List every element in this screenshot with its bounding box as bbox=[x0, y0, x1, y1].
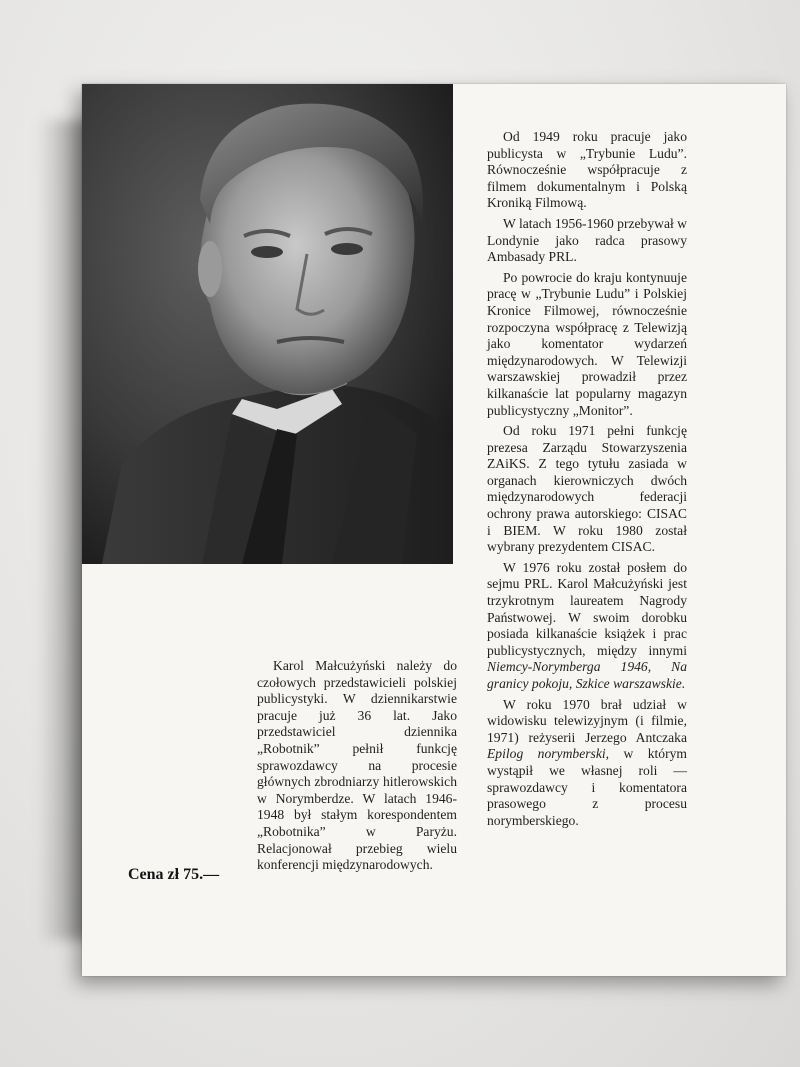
bio-paragraph-6 bbox=[487, 697, 687, 830]
portrait-drawing bbox=[82, 84, 453, 564]
biography-right-column bbox=[487, 129, 687, 833]
bio-paragraph-6-text-a: W roku 1970 brał udział w widowisku telewizyjnym (i filmie, 1971) reżyserii Jerzego Antczaka bbox=[487, 696, 687, 745]
biography-left-column bbox=[257, 658, 457, 878]
bio-paragraph-2: W latach 1956-1960 przebywał w Londynie jako radca prasowy Ambasady PRL. bbox=[487, 215, 687, 265]
bio-paragraph-1: Od 1949 roku pracuje jako publicysta w „Trybunie Ludu”. Równocześnie współpracuje z filmem dokumentalnym i Polską Kroniką Filmową. bbox=[487, 129, 687, 211]
price-label: Cena zł 75.— bbox=[128, 866, 220, 883]
bio-paragraph-3: Po powrocie do kraju kontynuuje pracę w „Trybunie Ludu” i Polskiej Kronice Filmowej, równocześnie rozpoczyna współpracę z Telewizją jako komentator wydarzeń międzynarodowych. W Telewizji warszawskiej prowadził przez kilkanaście lat popularny magazyn publicystyczny „Monitor”. bbox=[487, 269, 687, 418]
bio-paragraph-5-text: W 1976 roku został posłem do sejmu PRL. Karol Małcużyński jest trzykrotnym laureatem Nagrody Państwowej. W swoim dorobku posiada kilkanaście książek i prac publicystycznych, między innymi bbox=[487, 559, 687, 658]
bio-paragraph-6-text-b: w którym wystąpił we własnej roli — sprawozdawcy i komentatora prasowego z procesu norymberskiego. bbox=[487, 746, 687, 828]
book-back-cover bbox=[82, 84, 786, 976]
bio-book-titles: Niemcy-Norymberga 1946, Na granicy pokoju, Szkice warszawskie. bbox=[487, 659, 687, 691]
bio-paragraph-5 bbox=[487, 560, 687, 693]
bio-paragraph-4: Od roku 1971 pełni funkcję prezesa Zarządu Stowarzyszenia ZAiKS. Z tego tytułu zasiada w organach kierowniczych dwóch międzynarodowych federacji ochrony prawa autorskiego: CISAC i BIEM. W roku 1980 został wybrany prezydentem CISAC. bbox=[487, 423, 687, 555]
intro-paragraph: Karol Małcużyński należy do czołowych przedstawicieli polskiej publicystyki. W dziennikarstwie pracuje już 36 lat. Jako przedstawiciel dziennika „Robotnik” pełnił funkcję sprawozdawcy na procesie głównych zbrodniarzy hitlerowskich w Norymberdze. W latach 1946-1948 był stałym korespondentem „Robotnika” w Paryżu. Relacjonował przebieg wielu konferencji międzynarodowych. bbox=[257, 658, 457, 873]
bio-film-title: Epilog norymberski, bbox=[487, 746, 610, 762]
author-portrait-photo bbox=[82, 84, 453, 564]
